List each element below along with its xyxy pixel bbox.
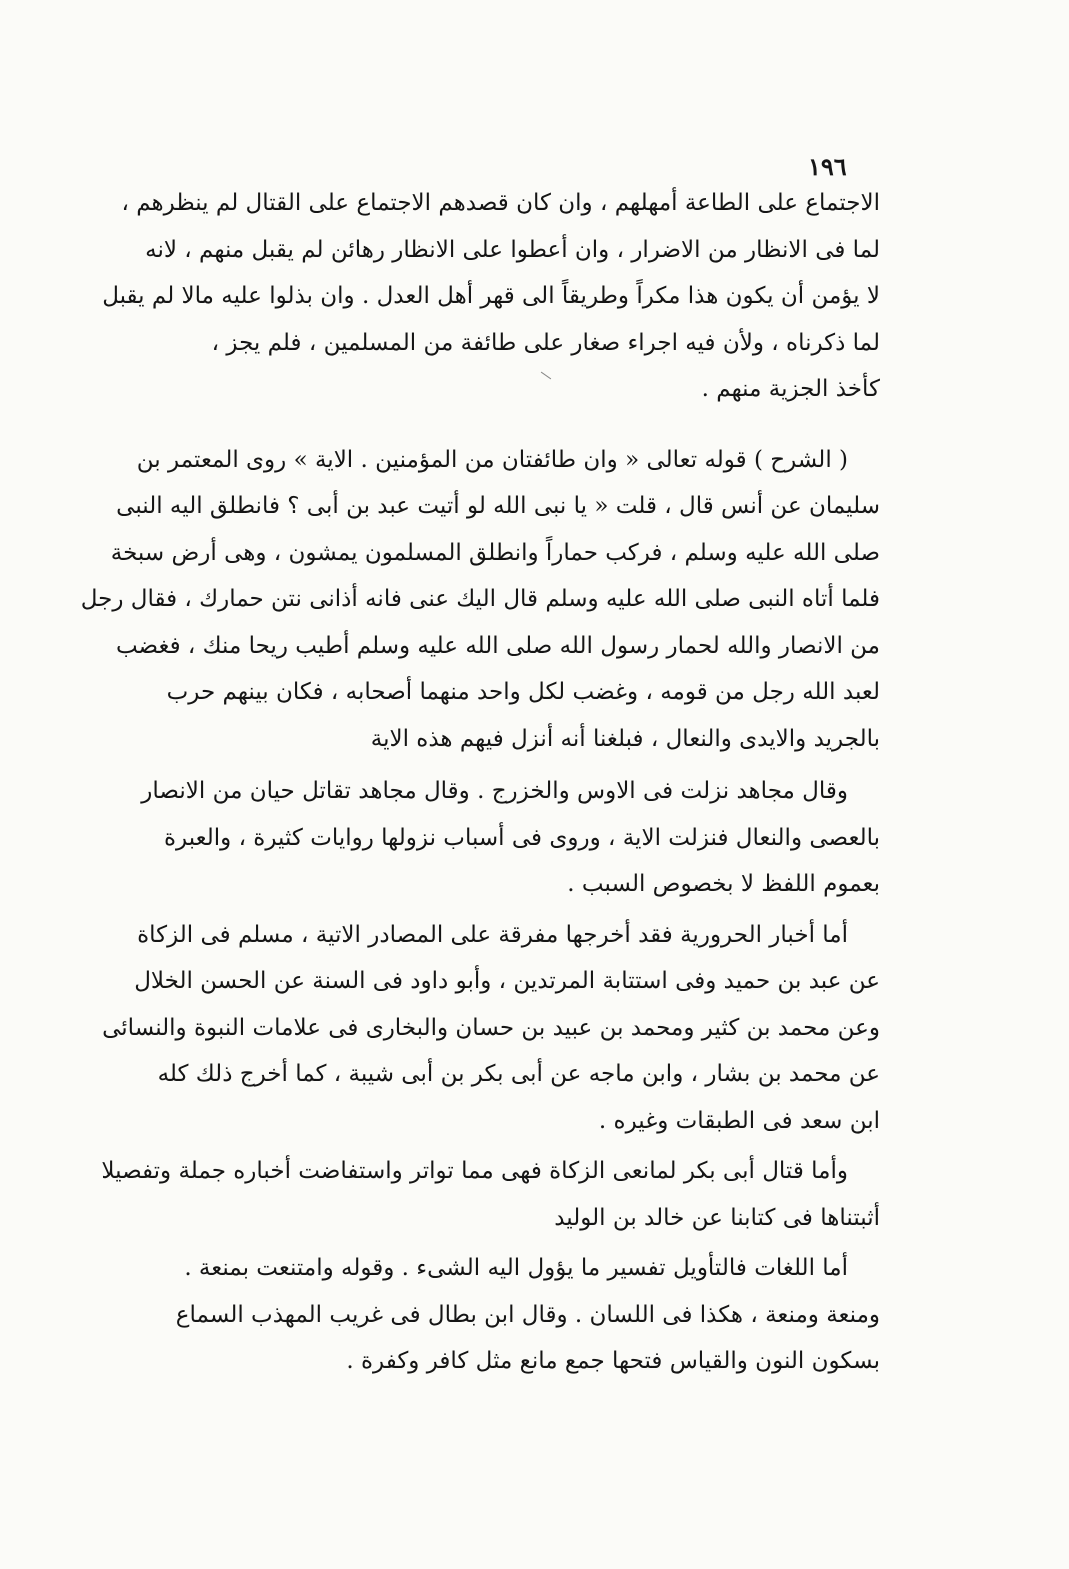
text-line: من الانصار والله لحمار رسول الله صلى الله عليه وسلم أطيب ريحا منك ، فغضب <box>115 632 880 659</box>
text-line: بالعصى والنعال فنزلت الاية ، وروى فى أسباب نزولها روايات كثيرة ، والعبرة <box>163 824 880 851</box>
text-line: سليمان عن أنس قال ، قلت « يا نبى الله لو أتيت عبد بن أبى ؟ فانطلق اليه النبى <box>116 493 880 519</box>
paragraph <box>102 912 880 1145</box>
paragraph <box>101 1148 880 1241</box>
text-line: لما فى الانظار من الاضرار ، وان أعطوا على الانظار رهائن لم يقبل منهم ، لانه <box>145 236 880 263</box>
text-line: لعبد الله رجل من قومه ، وغضب لكل واحد منهما أصحابه ، فكان بينهم حرب <box>166 679 880 705</box>
text-line: وقال مجاهد نزلت فى الاوس والخزرج . وقال مجاهد تقاتل حيان من الانصار <box>141 778 848 804</box>
text-line: بسكون النون والقياس فتحها جمع مانع مثل كافر وكفرة . <box>346 1348 880 1374</box>
text-line: لا يؤمن أن يكون هذا مكراً وطريقاً الى قهر أهل العدل . وان بذلوا عليه مالا لم يقبل <box>102 283 880 309</box>
text-line: بالجريد والايدى والنعال ، فبلغنا أنه أنزل فيهم هذه الاية <box>370 725 880 752</box>
text-line: ابن سعد فى الطبقات وغيره . <box>598 1107 880 1134</box>
text-line: كأخذ الجزية منهم . <box>701 376 880 402</box>
text-line: فلما أتاه النبى صلى الله عليه وسلم قال اليك عنى فانه أذانى نتن حمارك ، فقال رجل <box>80 586 880 612</box>
text-line: وعن محمد بن كثير ومحمد بن عبيد بن حسان والبخارى فى علامات النبوة والنسائى <box>102 1014 880 1041</box>
paragraph <box>141 768 880 908</box>
text-line: أما أخبار الحرورية فقد أخرجها مفرقة على المصادر الاتية ، مسلم فى الزكاة <box>137 921 848 948</box>
text-line: لما ذكرناه ، ولأن فيه اجراء صغار على طائفة من المسلمين ، فلم يجز ، <box>211 329 880 356</box>
paragraph <box>102 180 880 413</box>
paragraph <box>80 437 880 763</box>
text-line: وأما قتال أبى بكر لمانعى الزكاة فهى مما تواتر واستفاضت أخباره جملة وتفصيلا <box>101 1158 848 1184</box>
text-line: أما اللغات فالتأويل تفسير ما يؤول اليه الشىء . وقوله وامتنعت بمنعة . <box>184 1255 848 1281</box>
text-line: ( الشرح ) قوله تعالى « وان طائفتان من المؤمنين . الاية » روى المعتمر بن <box>136 446 848 473</box>
page-number: ١٩٦ <box>808 152 847 181</box>
page-body <box>80 180 880 1385</box>
text-line: الاجتماع على الطاعة أمهلهم ، وان كان قصدهم الاجتماع على القتال لم ينظرهم ، <box>121 190 880 216</box>
text-line: صلى الله عليه وسلم ، فركب حماراً وانطلق المسلمون يمشون ، وهى أرض سبخة <box>110 539 880 566</box>
text-line: عن محمد بن بشار ، وابن ماجه عن أبى بكر بن أبى شيبة ، كما أخرج ذلك كله <box>157 1061 880 1087</box>
text-line: عن عبد بن حميد وفى استتابة المرتدين ، وأبو داود فى السنة عن الحسن الخلال <box>134 968 880 994</box>
text-line: أثبتناها فى كتابنا عن خالد بن الوليد <box>554 1204 880 1231</box>
paragraph <box>170 1245 880 1385</box>
text-line: بعموم اللفظ لا بخصوص السبب . <box>567 871 880 897</box>
text-line: ومنعة ومنعة ، هكذا فى اللسان . وقال ابن بطال فى غريب المهذب السماع <box>175 1301 880 1328</box>
